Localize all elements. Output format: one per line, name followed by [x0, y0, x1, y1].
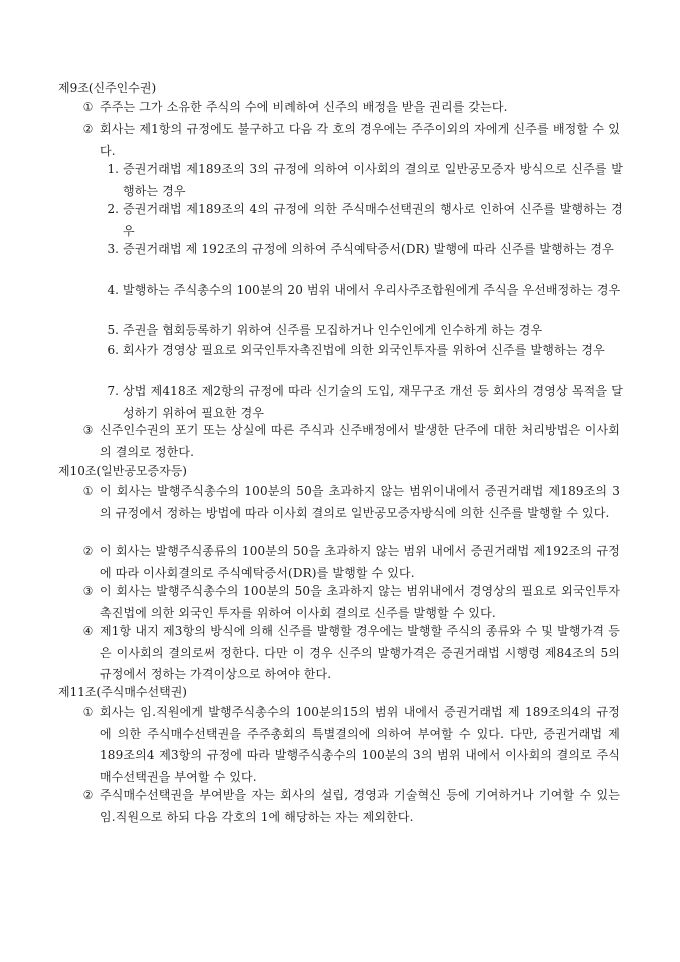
article-9-item-3 — [103, 238, 623, 260]
article-9-paragraph-1 — [80, 97, 620, 119]
paragraph-text: 신주인수권의 포기 또는 상실에 따른 주식과 신주배정에서 발생한 단주에 대한 처리방법은 이사회의 결의로 정한다. — [100, 423, 620, 459]
article-10-paragraph-1 — [80, 481, 620, 524]
article-9-item-2 — [103, 198, 623, 242]
item-number: 3. — [107, 242, 119, 256]
article-9-item-6 — [103, 339, 623, 361]
article-9-item-5 — [103, 319, 623, 341]
item-text: 주권을 협회등록하기 위하여 신주를 모집하거나 인수인에게 인수하게 하는 경우 — [123, 323, 543, 337]
article-10-title: 제10조(일반공모증자등) — [58, 464, 187, 478]
item-number: 6. — [107, 343, 119, 357]
item-text: 상법 제418조 제2항의 규정에 따라 신기술의 도입, 재무구조 개선 등 회사의 경영상 목적을 달성하기 위하여 필요한 경우 — [123, 384, 623, 420]
article-9-item-4 — [103, 279, 623, 301]
paragraph-text: 회사는 제1항의 규정에도 불구하고 다음 각 호의 경우에는 주주이외의 자에게 신주를 배정할 수 있다. — [100, 122, 620, 158]
item-number: 1. — [107, 162, 119, 176]
circled-number-2: ② — [82, 788, 94, 802]
item-text: 증권거래법 제189조의 3의 규정에 의하여 이사회의 결의로 일반공모증자 방식으로 신주를 발행하는 경우 — [123, 162, 623, 198]
circled-number-1: ① — [82, 484, 94, 498]
item-number: 4. — [107, 283, 119, 297]
article-10-paragraph-2 — [80, 541, 620, 584]
item-number: 7. — [107, 384, 119, 398]
circled-number-2: ② — [82, 122, 94, 136]
paragraph-text: 이 회사는 발행주식종류의 100분의 50을 초과하지 않는 범위 내에서 증권거래법 제192조의 규정에 따라 이사회결의로 주식예탁증서(DR)를 발행할 수 있다. — [100, 544, 620, 580]
circled-number-1: ① — [82, 100, 94, 114]
item-text: 증권거래법 제189조의 4의 규정에 의한 주식매수선택권의 행사로 인하여 신주를 발행하는 경우 — [123, 202, 623, 238]
item-text: 발행하는 주식총수의 100분의 20 범위 내에서 우리사주조합원에게 주식을 우선배정하는 경우 — [123, 283, 621, 297]
circled-number-3: ③ — [82, 584, 94, 598]
item-text: 회사가 경영상 필요로 외국인투자촉진법에 의한 외국인투자를 위하여 신주를 발행하는 경우 — [123, 343, 605, 357]
item-number: 2. — [107, 202, 119, 216]
article-10-paragraph-4 — [80, 621, 620, 686]
article-9-item-7 — [103, 380, 623, 424]
item-text: 증권거래법 제 192조의 규정에 의하여 주식예탁증서(DR) 발행에 따라 신주를 발행하는 경우 — [123, 242, 614, 256]
paragraph-text: 이 회사는 발행주식총수의 100분의 50을 초과하지 않는 범위이내에서 증권거래법 제189조의 3의 규정에서 정하는 방법에 따라 이사회 결의로 일반공모증자방식에 의한 신주를 발행할 수 있다. — [100, 484, 620, 520]
circled-number-3: ③ — [82, 423, 94, 437]
article-9-paragraph-2 — [80, 119, 620, 162]
article-11-paragraph-2 — [80, 785, 620, 828]
paragraph-text: 주식매수선택권을 부여받을 자는 회사의 설립, 경영과 기술혁신 등에 기여하거나 기여할 수 있는 임.직원으로 하되 다음 각호의 1에 해당하는 자는 제외한다. — [100, 788, 620, 824]
paragraph-text: 주주는 그가 소유한 주식의 수에 비례하여 신주의 배정을 받을 권리를 갖는다. — [100, 100, 508, 114]
article-10-paragraph-3 — [80, 581, 620, 624]
paragraph-text: 이 회사는 발행주식총수의 100분의 50을 초과하지 않는 범위내에서 경영상의 필요로 외국인투자 촉진법에 의한 외국인 투자를 위하여 이사회 결의로 신주를 발행할 수 있다. — [100, 584, 620, 620]
article-9-title: 제9조(신주인수권) — [58, 81, 157, 95]
item-number: 5. — [107, 323, 119, 337]
article-9-paragraph-3 — [80, 420, 620, 463]
circled-number-1: ① — [82, 705, 94, 719]
article-9-item-1 — [103, 158, 623, 202]
article-11-paragraph-1 — [80, 702, 620, 788]
circled-number-4: ④ — [82, 624, 94, 638]
paragraph-text: 제1항 내지 제3항의 방식에 의해 신주를 발행할 경우에는 발행할 주식의 종류와 수 및 발행가격 등은 이사회의 결의로써 정한다. 다만 이 경우 신주의 발행가격은 증권거래법 시행령 제84조의 5의 규정에서 정하는 가격이상으로 하여야 한다. — [100, 624, 620, 681]
circled-number-2: ② — [82, 544, 94, 558]
paragraph-text: 회사는 임.직원에게 발행주식총수의 100분의15의 범위 내에서 증권거래법 제 189조의4의 규정에 의한 주식매수선택권을 주주총회의 특별결의에 의하여 부여할 수 있다. 다만, 증권거래법 제189조의4 제3항의 규정에 따라 발행주식총수의 100분의 3의 범위 내에서 이사회의 결의로 주식매수선택권을 부여할 수 있다. — [100, 705, 620, 784]
article-11-title: 제11조(주식매수선택권) — [58, 685, 187, 699]
